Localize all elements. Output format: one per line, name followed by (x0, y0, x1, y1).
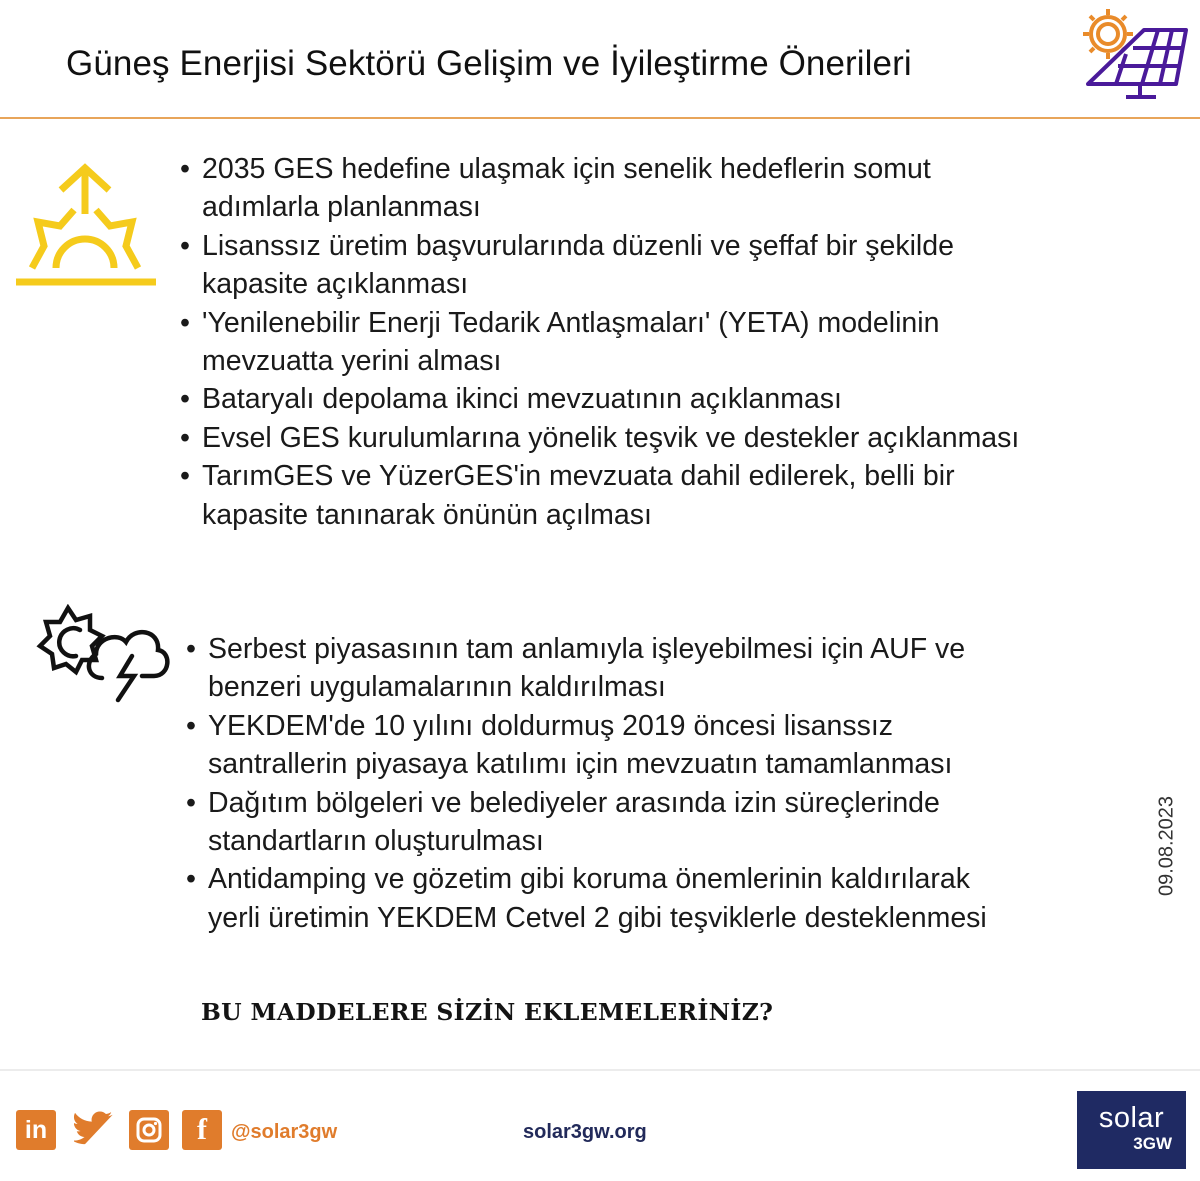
footer-divider (0, 1069, 1200, 1071)
social-handle-link[interactable]: @solar3gw (231, 1121, 338, 1143)
list-item-text: YEKDEM'de 10 yılını doldurmuş 2019 öncesi lisanssız (208, 709, 894, 742)
instagram-icon[interactable] (129, 1110, 169, 1150)
twitter-bird-glyph (74, 1110, 114, 1150)
list-item (186, 784, 987, 861)
page-title: Güneş Enerjisi Sektörü Gelişim ve İyileştirme Önerileri (66, 44, 912, 83)
list-item-text: mevzuatta yerini alması (202, 345, 502, 378)
list-item (180, 150, 1019, 227)
list-item (180, 457, 1019, 534)
brand-logo-sub: 3GW (1133, 1134, 1172, 1153)
linkedin-icon[interactable] (16, 1110, 56, 1150)
list-item-text: benzeri uygulamalarının kaldırılması (208, 671, 666, 704)
recommendations-list-2 (186, 630, 987, 937)
instagram-glyph (136, 1117, 162, 1143)
list-item-text: Serbest piyasasının tam anlamıyla işleyebilmesi için AUF ve (208, 633, 966, 665)
facebook-icon[interactable] (182, 1110, 222, 1150)
list-item-text: Lisanssız üretim başvurularında düzenli ve şeffaf bir şekilde (202, 229, 954, 262)
list-item-text: Evsel GES kurulumlarına yönelik teşvik ve destekler açıklanması (202, 421, 1020, 454)
sunrise-icon (14, 160, 158, 290)
brand-logo (1077, 1091, 1186, 1169)
list-item-text: Bataryalı depolama ikinci mevzuatının açıklanması (202, 383, 842, 416)
list-item-text: Dağıtım bölgeleri ve belediyeler arasında izin süreçlerinde (208, 786, 940, 819)
linkedin-label: in (24, 1115, 48, 1144)
list-item (180, 227, 1019, 304)
list-item-text: yerli üretimin YEKDEM Cetvel 2 gibi teşviklerle desteklenmesi (208, 901, 987, 934)
website-link[interactable]: solar3gw.org (523, 1121, 647, 1143)
sun-storm-cloud-icon (36, 604, 170, 720)
list-item-text: kapasite tanınarak önünün açılması (202, 498, 652, 531)
call-to-action-question: BU MADDELERE SİZİN EKLEMELERİNİZ? (201, 998, 774, 1026)
list-item-text: TarımGES ve YüzerGES'in mevzuata dahil edilerek, belli bir (202, 460, 955, 493)
list-item-text: santrallerin piyasaya katılımı için mevzuatın tamamlanması (208, 748, 953, 781)
list-item (186, 630, 987, 707)
list-item-text: Antidamping ve gözetim gibi koruma önemlerinin kaldırılarak (208, 863, 970, 896)
publish-date: 09.08.2023 (1155, 795, 1178, 897)
list-item-text: adımlarla planlanması (202, 191, 481, 224)
list-item (180, 419, 1019, 457)
list-item (180, 304, 1019, 381)
brand-logo-main: solar (1098, 1102, 1165, 1134)
list-item-text: standartların oluşturulması (208, 825, 544, 858)
list-item (186, 707, 987, 784)
header-divider (0, 117, 1200, 119)
list-item-text: 'Yenilenebilir Enerji Tedarik Antlaşmaları' (YETA) modelinin (202, 306, 940, 339)
facebook-label: f (197, 1113, 207, 1146)
twitter-icon[interactable] (74, 1110, 114, 1150)
list-item (186, 860, 987, 937)
list-item-text: kapasite açıklanması (202, 268, 469, 301)
solar-panel-sun-icon (1078, 6, 1190, 102)
list-item (180, 380, 1019, 418)
recommendations-list-1 (180, 150, 1019, 534)
list-item-text: 2035 GES hedefine ulaşmak için senelik hedeflerin somut (202, 153, 931, 185)
